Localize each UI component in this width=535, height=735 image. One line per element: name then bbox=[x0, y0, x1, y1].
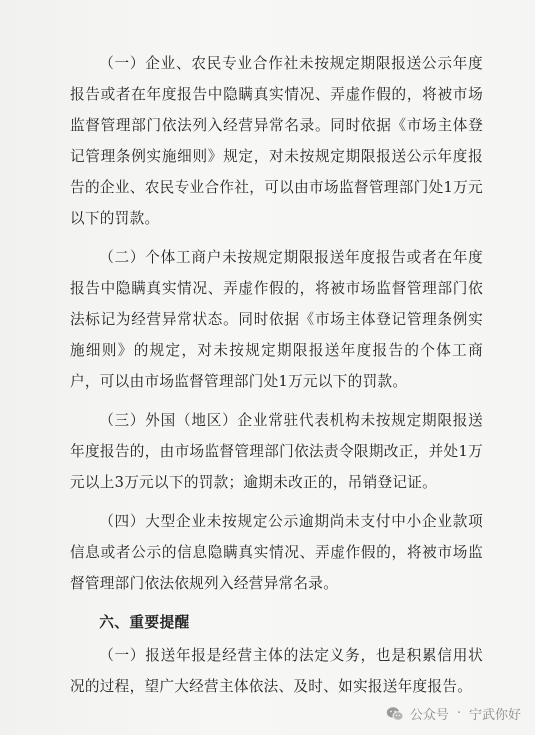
watermark-separator: · bbox=[456, 706, 461, 721]
watermark-label: 公众号 bbox=[409, 708, 449, 723]
watermark bbox=[386, 704, 521, 723]
paragraph-2: （二）个体工商户未按规定期限报送年度报告或者在年度报告中隐瞒真实情况、弄虚作假的，将被市场监督管理部门依法标记为经营异常状态。同时依据《市场主体登记管理条例实施细则》的规定，对未按规定期限报送年度报告的个体工商户，可以由市场监督管理部门处1万元以下的罚款。 bbox=[70, 249, 483, 390]
paragraph-4: （四）大型企业未按规定公示逾期尚未支付中小企业款项信息或者公示的信息隐瞒真实情况、弄虚作假的，将被市场监督管理部门依法依规列入经营异常名录。 bbox=[70, 513, 483, 592]
wechat-icon bbox=[386, 706, 404, 722]
watermark-account: 宁武你好 bbox=[468, 708, 521, 723]
paragraph-3: （三）外国（地区）企业常驻代表机构未按规定期限报送年度报告的，由市场监督管理部门依法责令限期改正，并处1万元以上3万元以下的罚款；逾期未改正的，吊销登记证。 bbox=[70, 412, 483, 491]
section-title: 六、重要提醒 bbox=[99, 614, 190, 631]
section-paragraph: （一）报送年报是经营主体的法定义务，也是积累信用状况的过程，望广大经营主体依法、及时、如实报送年度报告。 bbox=[70, 647, 483, 695]
paragraph-1: （一）企业、农民专业合作社未按规定期限报送公示年度报告或者在年度报告中隐瞒真实情况、弄虚作假的，将被市场监督管理部门依法列入经营异常名录。同时依据《市场主体登记管理条例实施细则》规定，对未按规定期限报送公示年度报告的企业、农民专业合作社，可以由市场监督管理部门处1万元以下的罚款。 bbox=[70, 55, 483, 227]
